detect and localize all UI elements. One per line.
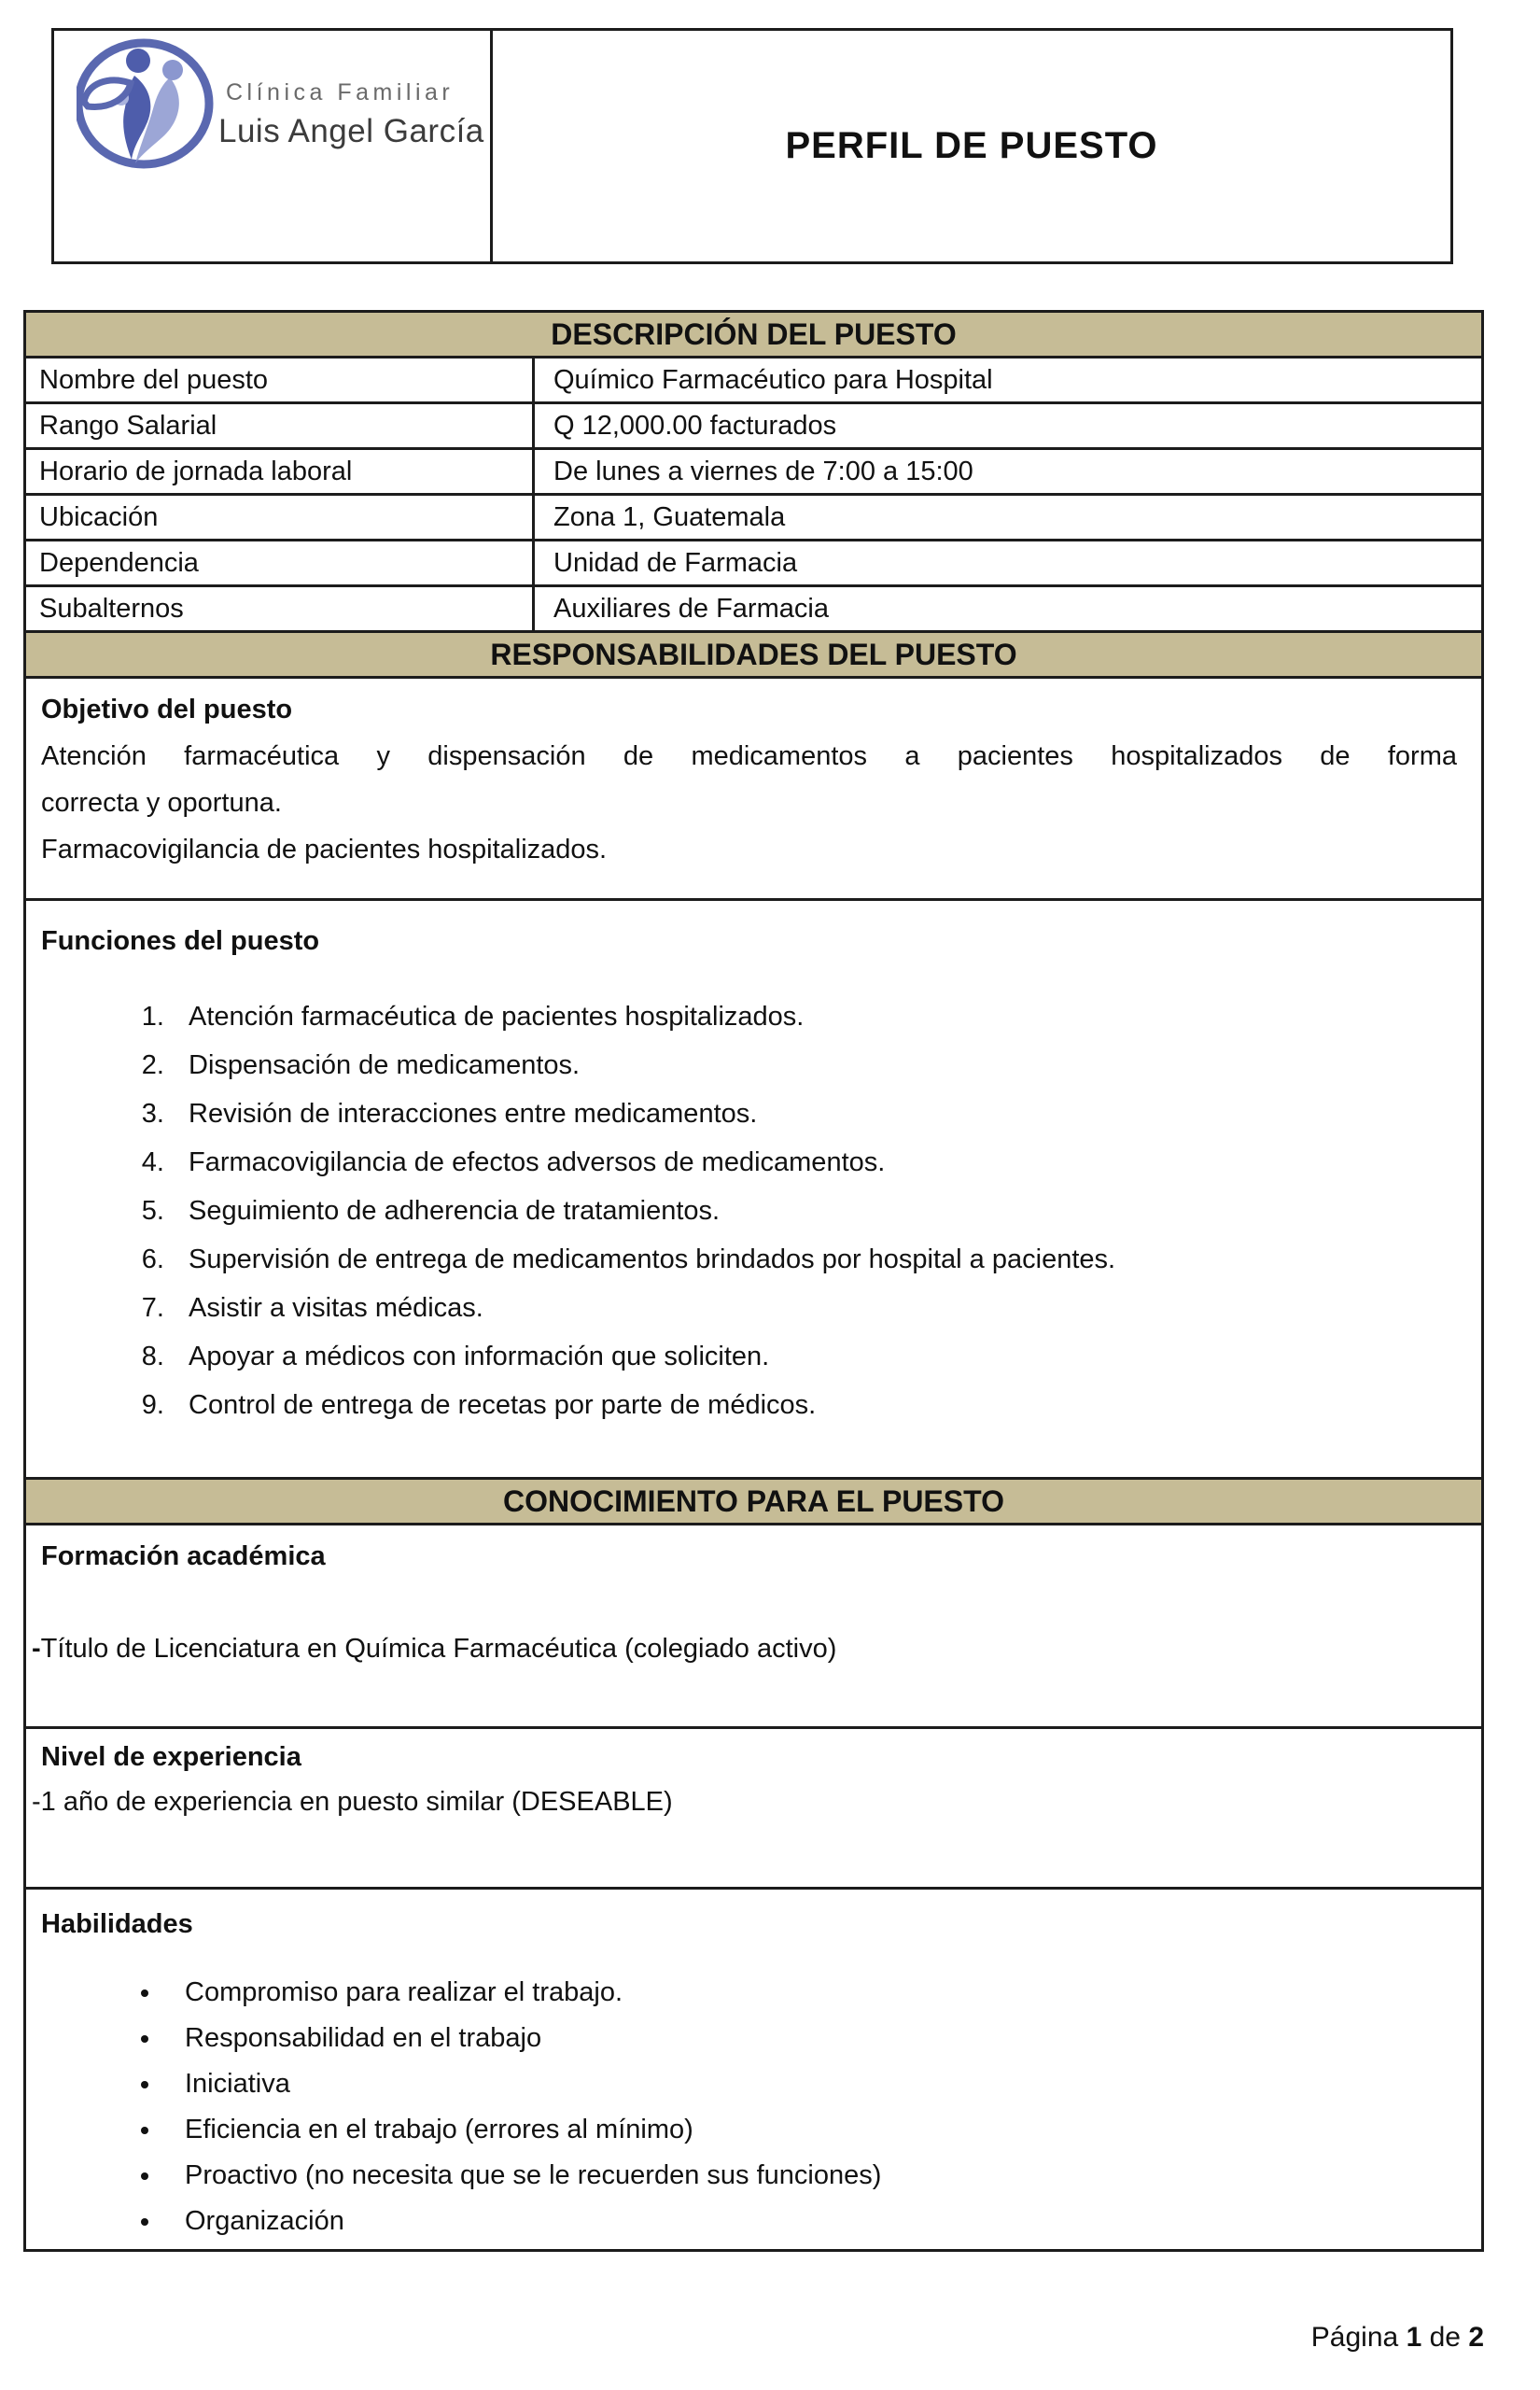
function-item: 3. Revisión de interacciones entre medicamentos. (172, 1090, 1457, 1138)
table-row (26, 450, 1481, 496)
function-item: 6. Supervisión de entrega de medicamentos brindados por hospital a pacientes. (172, 1235, 1457, 1284)
row-value: Zona 1, Guatemala (553, 501, 786, 532)
experience-heading: Nivel de experiencia (41, 1742, 301, 1772)
objective-heading: Objetivo del puesto (41, 695, 293, 724)
row-label: Nombre del puesto (26, 358, 535, 401)
objective-cell (26, 679, 1481, 901)
function-item: 4. Farmacovigilancia de efectos adversos de medicamentos. (172, 1138, 1457, 1187)
header-box (51, 28, 1453, 264)
education-text (32, 1626, 1457, 1671)
function-item: 8. Apoyar a médicos con información que soliciten. (172, 1332, 1457, 1381)
education-heading: Formación académica (41, 1541, 326, 1571)
objective-line3: Farmacovigilancia de pacientes hospitalizados. (41, 835, 608, 865)
skill-item: • Proactivo (no necesita que se le recuerden sus funciones) (162, 2153, 1457, 2199)
row-value: De lunes a viernes de 7:00 a 15:00 (553, 456, 973, 486)
page-number-current: 1 (1406, 2322, 1422, 2353)
row-value: Químico Farmacéutico para Hospital (553, 364, 993, 395)
logo-text-line1: Clínica Familiar (226, 79, 455, 105)
section-header-conocimiento: CONOCIMIENTO PARA EL PUESTO (26, 1480, 1481, 1525)
page-number-total: 2 (1468, 2322, 1484, 2353)
function-item: 7. Asistir a visitas médicas. (172, 1284, 1457, 1332)
functions-heading: Funciones del puesto (41, 926, 320, 956)
skills-heading: Habilidades (41, 1909, 193, 1939)
objective-line1: Atención farmacéutica y dispensación de medicamentos a pacientes hospitalizados de forma (41, 741, 1457, 771)
page-number-label: Página (1310, 2322, 1399, 2353)
skills-cell (26, 1890, 1481, 2249)
logo-head-light (162, 60, 183, 80)
table-row (26, 496, 1481, 541)
experience-text: -1 año de experiencia en puesto similar (DESEABLE) (32, 1787, 673, 1817)
function-item: 9. Control de entrega de recetas por parte de médicos. (172, 1381, 1457, 1429)
skill-item: • Organización (162, 2199, 1457, 2244)
row-label: Subalternos (26, 587, 535, 630)
skill-item: • Iniciativa (162, 2061, 1457, 2107)
page-number (1311, 2322, 1484, 2354)
functions-list (41, 992, 1457, 1429)
objective-line2: correcta y oportuna. (41, 788, 282, 818)
education-cell (26, 1525, 1481, 1729)
title-cell (493, 31, 1450, 261)
table-row (26, 541, 1481, 587)
row-label: Horario de jornada laboral (26, 450, 535, 493)
table-row (26, 587, 1481, 633)
row-value: Unidad de Farmacia (553, 547, 798, 578)
experience-cell (26, 1729, 1481, 1890)
skills-list (41, 1970, 1457, 2244)
function-item: 5. Seguimiento de adherencia de tratamientos. (172, 1187, 1457, 1235)
page-title: PERFIL DE PUESTO (785, 125, 1158, 166)
table-row (26, 358, 1481, 404)
skill-item: • Eficiencia en el trabajo (errores al mínimo) (162, 2107, 1457, 2153)
table-row (26, 404, 1481, 450)
section-header-responsabilidades: RESPONSABILIDADES DEL PUESTO (26, 633, 1481, 679)
row-label: Dependencia (26, 541, 535, 584)
function-item: 1. Atención farmacéutica de pacientes hospitalizados. (172, 992, 1457, 1041)
logo-head-dark (126, 49, 150, 73)
education-text-body: Título de Licenciatura en Química Farmacéutica (colegiado activo) (40, 1634, 837, 1664)
row-value: Q 12,000.00 facturados (553, 410, 837, 441)
page-number-of: de (1429, 2322, 1461, 2353)
skill-item: • Compromiso para realizar el trabajo. (162, 1970, 1457, 2016)
row-label: Ubicación (26, 496, 535, 539)
skill-item: • Responsabilidad en el trabajo (162, 2016, 1457, 2061)
logo-cell (54, 31, 493, 261)
row-label: Rango Salarial (26, 404, 535, 447)
education-dash: - (32, 1634, 41, 1664)
clinic-logo-icon (77, 35, 487, 184)
section-header-descripcion: DESCRIPCIÓN DEL PUESTO (26, 313, 1481, 358)
functions-cell (26, 901, 1481, 1480)
function-item: 2. Dispensación de medicamentos. (172, 1041, 1457, 1090)
job-profile-table (23, 310, 1484, 2252)
logo-text-line2: Luis Angel García (218, 113, 484, 149)
row-value: Auxiliares de Farmacia (553, 593, 829, 624)
